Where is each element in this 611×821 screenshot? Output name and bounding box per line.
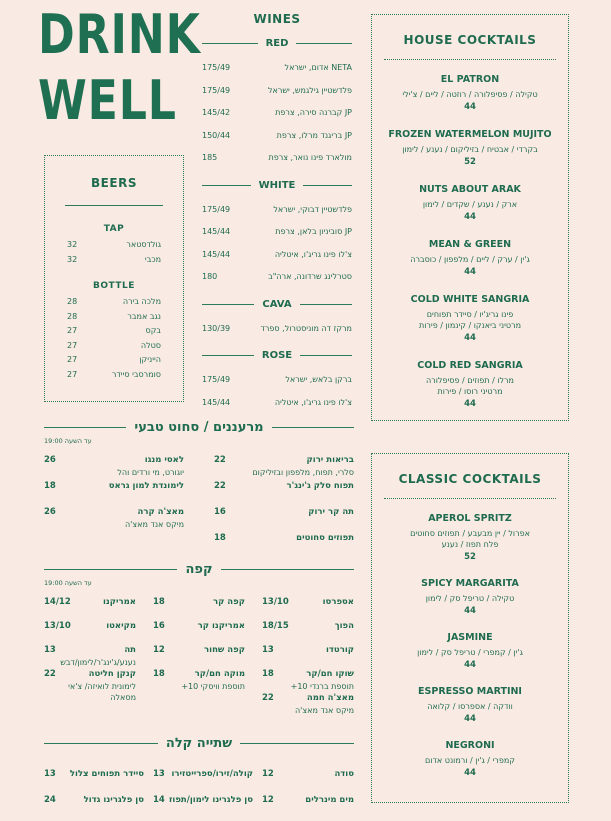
menu-item-name: מאצ'ה חמה <box>306 693 354 703</box>
menu-item-row <box>262 645 354 655</box>
cocktail-desc: ארק / נענע / שקדים / לימון <box>422 200 518 209</box>
menu-item-name: אספרסו <box>322 597 354 607</box>
cocktail-item <box>372 239 568 277</box>
beer-name: בקס <box>145 326 161 335</box>
menu-item-row <box>262 597 354 607</box>
cocktail-price: 44 <box>464 660 476 670</box>
menu-item-price: 26 <box>44 507 56 517</box>
beers-title: BEERS <box>91 176 137 190</box>
cocktail-desc: ג'ין / ערק / ליים / מלפפון / כוסברה <box>410 255 530 264</box>
logo-word: WELL <box>38 69 177 132</box>
cocktail-price: 52 <box>464 552 476 562</box>
wine-price: 185 <box>202 153 218 162</box>
beer-row <box>67 324 161 339</box>
house-cocktails-box <box>371 14 569 421</box>
beer-price: 28 <box>67 311 78 321</box>
coffee-header <box>44 562 354 577</box>
wine-group-header <box>202 38 352 49</box>
wine-row <box>202 221 352 244</box>
beer-price: 27 <box>67 355 78 364</box>
wine-name: פלדשטיין דבוקי, ישראל <box>273 204 352 214</box>
menu-item-price: 12 <box>153 645 165 655</box>
menu-item-sub: תוספת וויסקי 10+ <box>181 682 245 691</box>
menu-item-name: קפה שחור <box>204 645 245 655</box>
wine-name: NETA אדום, ישראל <box>284 63 352 72</box>
wine-price: 145/44 <box>202 227 231 236</box>
cocktail-name: NEGRONI <box>445 740 495 751</box>
cocktail-item <box>372 184 568 222</box>
cocktail-item <box>372 360 568 409</box>
menu-item-row <box>44 669 136 679</box>
menu-item-sub: סלרי, תפוח, מלפפון ובזיליקום <box>252 468 354 477</box>
menu-item-row <box>214 507 354 517</box>
menu-item-price: 16 <box>214 507 226 517</box>
wine-row <box>202 80 352 103</box>
wine-header-line <box>202 355 254 356</box>
cocktail-name: NUTS ABOUT ARAK <box>419 184 521 195</box>
wine-price: 175/49 <box>202 63 231 72</box>
beer-row <box>67 295 161 310</box>
wine-group-header <box>202 350 352 361</box>
logo <box>38 3 201 132</box>
menu-item-row <box>214 455 354 465</box>
menu-item-name: אמריקנו קר <box>197 621 245 631</box>
cocktail-name: JASMINE <box>447 632 493 643</box>
coffee-title: קפה <box>185 562 213 577</box>
wine-name: סטרלינג שרדונה, ארה"ב <box>268 272 352 281</box>
menu-item-row <box>262 769 354 779</box>
tap-label: TAP <box>103 224 125 234</box>
menu-item-price: 26 <box>44 455 56 465</box>
menu-item-sub: נענע/ג'ינג'ר/לימון/דבש <box>60 658 136 667</box>
menu-item-name: תה קר ירוק <box>308 507 354 517</box>
menu-item-row <box>262 621 354 631</box>
cocktail-name: EL PATRON <box>440 74 500 85</box>
menu-item-row <box>44 507 184 517</box>
cocktail-desc: מרטיני ביאנקו / קינמון / פירות <box>418 321 522 330</box>
menu-item-sub: מיקס אנד מאצ'ה <box>294 706 354 715</box>
menu-item <box>153 645 245 669</box>
beer-row <box>67 253 161 268</box>
menu-item <box>262 693 354 717</box>
wine-header-line <box>300 355 352 356</box>
cocktail-desc: פלח תפוז / נענע <box>441 540 499 549</box>
beer-name: מכבי <box>144 254 161 264</box>
cocktail-item <box>372 129 568 167</box>
menu-item-name: שוקו חם/קר <box>306 669 354 679</box>
menu-item-row <box>44 645 136 655</box>
logo-text <box>38 3 201 132</box>
wine-row <box>202 57 352 80</box>
cocktail-desc: ג'ין / קמפרי / טריפל סק / לימון <box>417 648 523 657</box>
logo-word: DRINK <box>38 3 201 66</box>
beer-row <box>67 353 161 368</box>
refreshing-title: מרעננים / סחוט טבעי <box>134 420 264 435</box>
wine-row <box>202 266 352 289</box>
menu-item-name: מוקה חם/קר <box>194 669 245 679</box>
wine-name: JP בריגנד מרלו, צרפת <box>276 130 352 140</box>
refreshing-header <box>44 420 354 435</box>
cocktail-price: 44 <box>464 606 476 616</box>
cocktail-price: 44 <box>464 102 476 112</box>
menu-item <box>262 669 354 693</box>
wine-name: JP קברנה סירה, צרפת <box>275 108 352 117</box>
cocktail-desc: קמפרי / ג'ין / ורמונט אדום <box>425 756 515 765</box>
wine-header-line <box>303 185 352 186</box>
menu-item-price: 18/15 <box>262 621 289 631</box>
menu-item-price: 13/10 <box>44 621 71 631</box>
wine-list <box>202 199 352 289</box>
beer-name: סומרסבי סיידר <box>111 369 161 379</box>
menu-item-name: לימונדת למון גראס <box>108 481 184 491</box>
wine-list <box>202 369 352 414</box>
cocktail-price: 44 <box>464 768 476 778</box>
menu-item-name: מאצ'ה קרה <box>137 507 184 517</box>
menu-item-name: תפוזים סחוטים <box>296 533 354 543</box>
menu-item-row <box>44 597 136 607</box>
cocktail-name: FROZEN WATERMELON MUJITO <box>388 129 552 140</box>
menu-item-price: 12 <box>262 769 274 779</box>
menu-item-sub: יוגורט, מי ורדים והל <box>117 468 184 477</box>
coffee-line-right <box>221 569 354 570</box>
menu-item-row <box>262 693 354 703</box>
menu-item-price: 13 <box>44 769 56 779</box>
menu-item <box>153 795 253 821</box>
beer-price: 32 <box>67 254 78 264</box>
wine-name: צ'לו פינו גריג'ו, איטליה <box>274 397 352 407</box>
menu-item-name: קפה קר <box>212 597 245 607</box>
wine-price: 145/44 <box>202 249 231 259</box>
menu-item-row <box>44 481 184 491</box>
menu-item-price: 14 <box>153 795 165 805</box>
menu-item-name: מים מינרלים <box>305 795 354 805</box>
cocktail-price: 44 <box>464 212 476 222</box>
menu-item-sub: תוספת ברנדי 10+ <box>290 682 354 691</box>
bottle-label: BOTTLE <box>93 281 135 291</box>
menu-item <box>44 769 144 795</box>
wine-header-line <box>202 43 258 44</box>
menu-item <box>44 645 136 669</box>
beer-name: סטלה <box>140 340 161 350</box>
menu-item-row <box>214 533 354 543</box>
cocktail-item <box>372 686 568 724</box>
wine-name: JP סוביניון בלאן, צרפת <box>275 227 352 236</box>
menu-item-row <box>44 795 144 805</box>
menu-item <box>214 481 354 507</box>
classic-cocktails-title: CLASSIC COCKTAILS <box>398 472 542 486</box>
wine-row <box>202 369 352 392</box>
menu-item-row <box>44 621 136 631</box>
cocktail-name: ESPRESSO MARTINI <box>418 686 522 697</box>
wine-list <box>202 318 352 341</box>
menu-item-row <box>262 669 354 679</box>
menu-item <box>214 507 354 533</box>
cocktail-item <box>372 74 568 112</box>
beer-name: גולדסטאר <box>126 240 161 249</box>
beer-row <box>67 368 161 383</box>
soft-title: שתייה קלה <box>165 736 233 751</box>
menu-item-price: 13/10 <box>262 597 289 607</box>
cocktail-name: SPICY MARGARITA <box>421 578 519 589</box>
soft-header <box>44 736 354 751</box>
beer-name: הייניקן <box>139 355 161 364</box>
wine-name: פלדשטיין גילגמש, ישראל <box>267 85 352 95</box>
wine-price: 130/39 <box>202 323 231 333</box>
soft-drinks-section <box>44 736 354 821</box>
menu-item <box>214 533 354 559</box>
beer-price: 27 <box>67 326 78 335</box>
beer-row <box>67 310 161 325</box>
beer-price: 27 <box>67 369 78 379</box>
wine-name: מרקז דה מוניסטרול, ספרד <box>260 323 352 333</box>
menu-item-row <box>214 481 354 491</box>
menu-item-name: סן פלגרינו לימון/תפוז <box>169 795 253 805</box>
classic-divider <box>384 498 556 499</box>
wine-name: ברקן בלאש, ישראל <box>285 375 352 384</box>
menu-item-name: תפוח סלק ג'ינג'ר <box>286 481 354 491</box>
beer-name: נגב אמבר <box>127 311 161 321</box>
cocktail-price: 52 <box>464 157 476 167</box>
wines-section <box>202 12 352 414</box>
refreshing-line-left <box>44 427 126 428</box>
menu-item-name: לאסי מנגו <box>144 455 184 465</box>
menu-item <box>44 795 144 821</box>
wine-name: צ'לו פינו גריג'ו, איטליה <box>274 249 352 259</box>
coffee-section <box>44 562 354 717</box>
menu-item-row <box>153 645 245 655</box>
menu-item-row <box>44 769 144 779</box>
menu-item-name: תה <box>124 645 136 655</box>
soft-line-right <box>240 743 354 744</box>
menu-item-price: 14/12 <box>44 597 71 607</box>
wine-row <box>202 318 352 341</box>
cocktail-item <box>372 513 568 562</box>
menu-item-row <box>262 795 354 805</box>
menu-item-name: קולה/זירו/ספרייטזירו <box>171 769 253 779</box>
cocktail-desc: מרטיני רוסו / פירות <box>437 387 503 396</box>
wine-header-line <box>296 43 352 44</box>
wine-row <box>202 244 352 267</box>
wine-row <box>202 147 352 170</box>
menu-item-price: 22 <box>262 693 274 703</box>
menu-item <box>153 621 245 645</box>
menu-item-price: 18 <box>153 669 165 679</box>
beer-row <box>67 339 161 354</box>
refreshing-line-right <box>272 427 354 428</box>
wine-group-header <box>202 299 352 310</box>
menu-item-name: סיידר תפוחים צלול <box>69 769 144 779</box>
wines-title: WINES <box>253 12 301 26</box>
menu-item-price: 22 <box>44 669 56 679</box>
wine-price: 145/44 <box>202 397 231 407</box>
wine-price: 175/49 <box>202 204 231 214</box>
beer-price: 32 <box>67 240 78 249</box>
menu-item-name: סן פלגרינו גדול <box>83 795 144 805</box>
wine-group-label: CAVA <box>262 298 292 310</box>
menu-item <box>44 621 136 645</box>
menu-item-price: 13 <box>262 645 274 655</box>
menu-item-row <box>44 455 184 465</box>
cocktail-desc: טקילה / פסיפלורה / רוזטה / ליים / צ'ילי <box>402 90 538 99</box>
wine-row <box>202 102 352 125</box>
wine-row <box>202 125 352 148</box>
wine-group-header <box>202 180 352 191</box>
cocktail-item <box>372 632 568 670</box>
beer-price: 28 <box>67 297 78 306</box>
coffee-until: עד השעה 19:00 <box>44 579 92 587</box>
cocktail-name: MEAN & GREEN <box>428 239 512 250</box>
wine-row <box>202 392 352 415</box>
menu-item-price: 16 <box>153 621 165 631</box>
refreshing-section <box>44 420 354 559</box>
cocktail-desc: וודקה / אספרסו / קלואה <box>427 702 513 711</box>
beer-name: מלכה בירה <box>122 297 161 306</box>
cocktail-desc: בקרדי / אבטיח / בזיליקום / נענע / לימון <box>402 145 538 154</box>
menu-item-row <box>153 795 253 805</box>
cocktail-name: COLD RED SANGRIA <box>417 360 523 371</box>
menu-item-name: בריאות ירוק <box>306 455 354 465</box>
menu-item-row <box>153 621 245 631</box>
menu-item <box>262 645 354 669</box>
menu-item <box>153 769 253 795</box>
cocktail-desc: אפרול / יין מבעבע / תפוזים סחוטים <box>410 529 530 538</box>
wine-price: 150/44 <box>202 130 231 140</box>
wine-group-label: RED <box>265 38 289 49</box>
wine-group-label: ROSE <box>261 350 293 361</box>
cocktail-name: APEROL SPRITZ <box>428 513 512 524</box>
wine-header-line <box>202 185 251 186</box>
menu-item-price: 18 <box>44 481 56 491</box>
menu-item <box>44 669 136 703</box>
cocktail-desc: טקילה / טריפל סק / לימון <box>425 594 515 603</box>
cocktail-item <box>372 740 568 778</box>
menu-item-name: סודה <box>334 769 354 779</box>
cocktail-price: 44 <box>464 714 476 724</box>
menu-item-name: קנקן חליטה <box>88 669 136 679</box>
menu-item-price: 13 <box>153 769 165 779</box>
menu-item-price: 13 <box>44 645 56 655</box>
beers-divider <box>65 205 163 206</box>
cocktail-name: COLD WHITE SANGRIA <box>410 294 530 305</box>
menu-item-price: 22 <box>214 455 226 465</box>
cocktail-desc: פינו גריג'יו / סיידר תפוחים <box>426 310 514 319</box>
menu-item <box>44 455 184 481</box>
menu-item-row <box>153 669 245 679</box>
coffee-line-left <box>44 569 177 570</box>
menu-item <box>153 597 245 621</box>
house-divider <box>384 59 556 60</box>
menu-item-price: 12 <box>262 795 274 805</box>
wine-list <box>202 57 352 170</box>
wine-price: 175/49 <box>202 85 231 95</box>
menu-item-price: 22 <box>214 481 226 491</box>
menu-item <box>262 597 354 621</box>
wine-name: מולארד פינו נואר, צרפת <box>268 153 352 162</box>
cocktail-price: 44 <box>464 333 476 343</box>
menu-item <box>44 507 184 533</box>
menu-item-sub: מיקס אנד מאצ'ה <box>124 520 184 529</box>
menu-item <box>153 669 245 693</box>
cocktail-desc: מרלו / תפוזים / פסיפלורה <box>426 376 514 385</box>
menu-item <box>262 769 354 795</box>
wine-header-line <box>202 304 254 305</box>
menu-item-row <box>153 597 245 607</box>
beer-price: 27 <box>67 340 78 350</box>
wine-group-label: WHITE <box>258 179 296 191</box>
menu-item-price: 18 <box>214 533 226 543</box>
cocktail-item <box>372 294 568 343</box>
beer-row <box>67 238 161 253</box>
menu-item-price: 18 <box>262 669 274 679</box>
menu-item <box>262 621 354 645</box>
wine-price: 145/42 <box>202 108 231 117</box>
menu-item <box>214 455 354 481</box>
menu-item-name: קורטדו <box>326 645 354 655</box>
menu-item-name: מקיאטו <box>106 621 136 631</box>
menu-item-name: הפוך <box>334 621 354 631</box>
menu-item <box>44 597 136 621</box>
wine-header-line <box>300 304 352 305</box>
refreshing-until: עד השעה 19:00 <box>44 437 92 445</box>
menu-item <box>44 481 184 507</box>
house-cocktails-title: HOUSE COCKTAILS <box>403 33 537 47</box>
wine-price: 180 <box>202 272 218 281</box>
menu-item-price: 24 <box>44 795 56 805</box>
menu-item <box>262 795 354 821</box>
menu-item-price: 18 <box>153 597 165 607</box>
classic-cocktails-box <box>371 453 569 803</box>
cocktail-price: 44 <box>464 399 476 409</box>
beers-box <box>44 155 184 402</box>
menu-item-row <box>153 769 253 779</box>
wine-price: 175/49 <box>202 375 231 384</box>
cocktail-price: 44 <box>464 267 476 277</box>
soft-line-left <box>44 743 158 744</box>
menu-item-sub: לימונית לואיזה/ צ'אי מסאלה <box>68 682 136 702</box>
cocktail-item <box>372 578 568 616</box>
wine-row <box>202 199 352 222</box>
menu-item-name: אמריקנו <box>103 597 136 607</box>
